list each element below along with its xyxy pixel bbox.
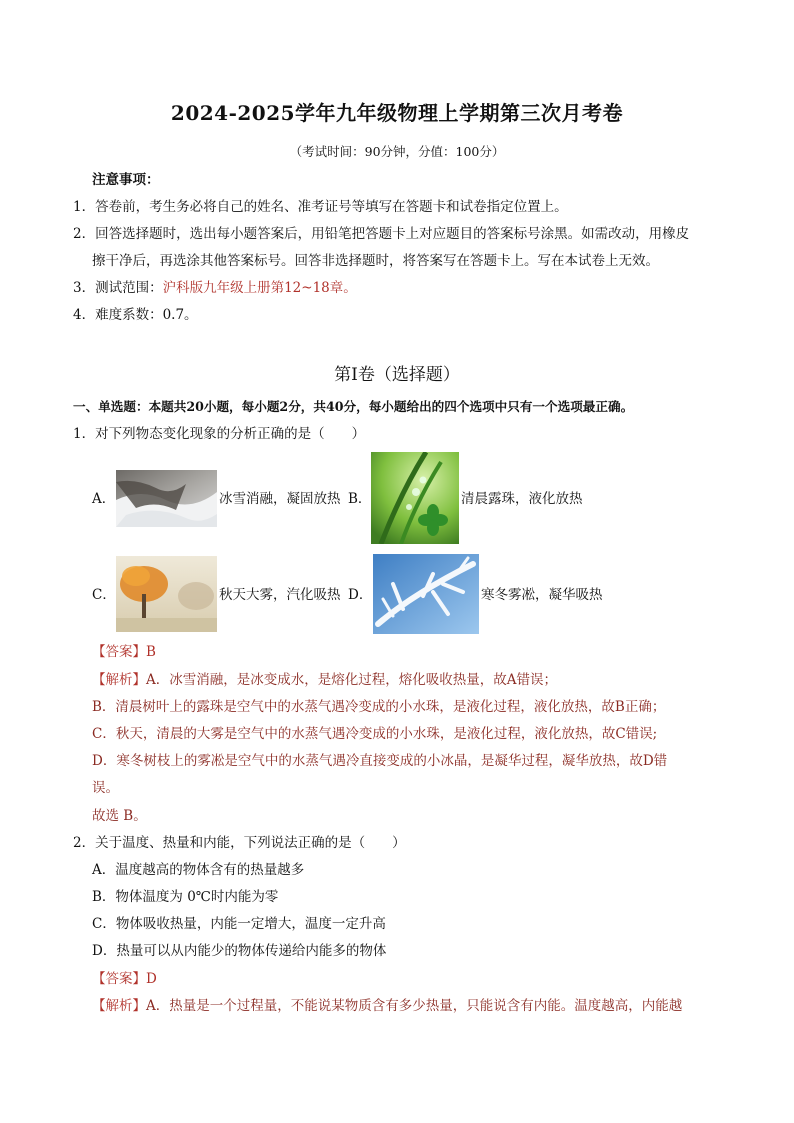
q1-option-b-text: 清晨露珠，液化放热 bbox=[461, 491, 583, 507]
note-3-label: 3．测试范围： bbox=[73, 280, 163, 296]
q1-analysis-b: B．清晨树叶上的露珠是空气中的水蒸气遇冷变成的小水珠，是液化过程，液化放热，故B正确； bbox=[92, 699, 666, 715]
q1-option-d-label: D． bbox=[348, 587, 373, 603]
q2-answer: 【答案】D bbox=[92, 971, 157, 987]
q1-analysis-a: A．冰雪消融，是冰变成水，是熔化过程，熔化吸收热量，故A错误； bbox=[146, 672, 557, 688]
exam-title: 2024-2025学年九年级物理上学期第三次月考卷 bbox=[170, 101, 624, 125]
q1-analysis-line-1 bbox=[92, 670, 557, 690]
q2-option-d: D．热量可以从内能少的物体传递给内能多的物体 bbox=[92, 943, 387, 959]
q1-option-c-label: C． bbox=[92, 587, 116, 603]
q1-option-a-label: A． bbox=[92, 491, 116, 507]
q1-option-d-text: 寒冬雾凇，凝华吸热 bbox=[481, 587, 603, 603]
section-title: 第Ⅰ卷（选择题） bbox=[334, 365, 460, 385]
q2-option-b: B．物体温度为 0℃时内能为零 bbox=[92, 889, 279, 905]
q1-stem: 1．对下列物态变化现象的分析正确的是（ ） bbox=[73, 426, 366, 442]
exam-duration-score: （考试时间：90分钟，分值：100分） bbox=[289, 144, 505, 159]
q2-stem: 2．关于温度、热量和内能，下列说法正确的是（ ） bbox=[73, 835, 406, 851]
q1-option-c-text: 秋天大雾，汽化吸热 bbox=[219, 587, 341, 603]
note-2: 2．回答选择题时，选出每小题答案后，用铅笔把答题卡上对应题目的答案标号涂黑。如需改动，用橡皮 bbox=[73, 226, 690, 242]
q2-option-c: C．物体吸收热量，内能一定增大，温度一定升高 bbox=[92, 916, 386, 932]
frost-rime-photo bbox=[373, 554, 479, 634]
note-1: 1．答卷前，考生务必将自己的姓名、准考证号等填写在答题卡和试卷指定位置上。 bbox=[73, 199, 568, 215]
note-4: 4．难度系数：0.7。 bbox=[73, 307, 198, 323]
dewdrop-leaf-photo bbox=[371, 452, 459, 544]
q1-analysis-d-cont: 误。 bbox=[92, 780, 119, 796]
section-heading: 一、单选题：本题共20小题，每小题2分，共40分，每小题给出的四个选项中只有一个选项最正确。 bbox=[73, 399, 634, 414]
q2-option-a: A．温度越高的物体含有的热量越多 bbox=[92, 862, 305, 878]
q2-analysis-line-1 bbox=[92, 996, 682, 1016]
q2-analysis-a: A．热量是一个过程量，不能说某物质含有多少热量，只能说含有内能。温度越高，内能越 bbox=[146, 998, 683, 1014]
q1-analysis-c: C．秋天，清晨的大雾是空气中的水蒸气遇冷变成的小水珠，是液化过程，液化放热，故C错误; bbox=[92, 726, 658, 742]
q1-option-b-label: B． bbox=[348, 491, 372, 507]
q1-conclusion: 故选 B。 bbox=[92, 808, 147, 824]
q1-option-a-text: 冰雪消融，凝固放热 bbox=[219, 491, 341, 507]
q1-answer: 【答案】B bbox=[92, 644, 156, 660]
q2-analysis-tag: 【解析】 bbox=[92, 998, 146, 1014]
melting-snow-photo bbox=[116, 470, 217, 527]
note-2-cont: 擦干净后，再选涂其他答案标号。回答非选择题时，将答案写在答题卡上。写在本试卷上无效。 bbox=[92, 253, 659, 269]
note-3-range: 沪科版九年级上册第12~18章。 bbox=[162, 280, 357, 296]
notes-heading: 注意事项： bbox=[92, 172, 160, 188]
foggy-autumn-tree-photo bbox=[116, 556, 217, 632]
q1-analysis-tag: 【解析】 bbox=[92, 672, 146, 688]
q1-analysis-d: D．寒冬树枝上的雾凇是空气中的水蒸气遇冷直接变成的小冰晶，是凝华过程，凝华放热，故D错 bbox=[92, 753, 668, 769]
note-3 bbox=[73, 278, 357, 298]
